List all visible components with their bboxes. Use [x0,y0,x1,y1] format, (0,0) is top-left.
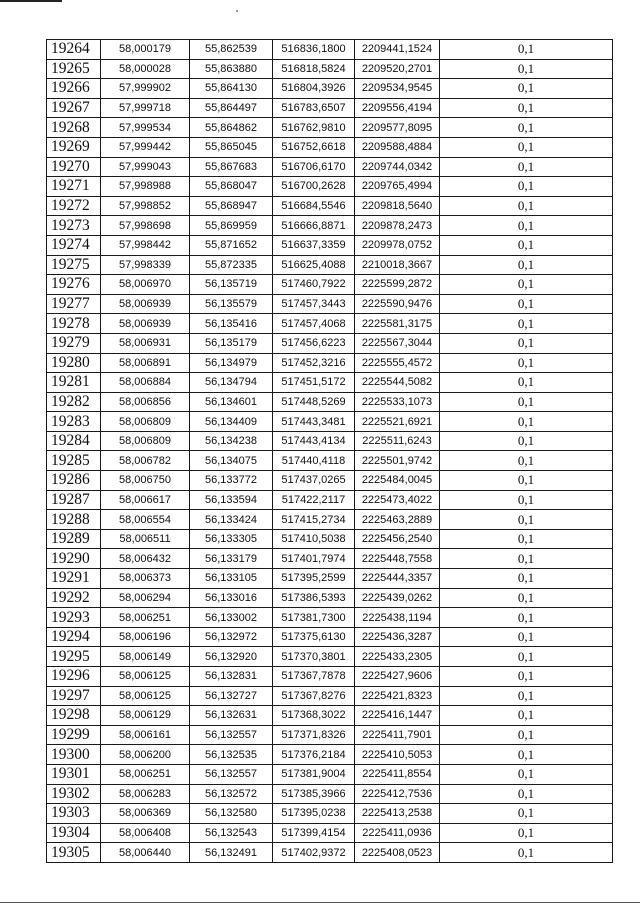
x-coordinate-cell: 517457,4068 [273,314,355,334]
y-coordinate-cell: 2225533,1073 [355,392,440,412]
accuracy-cell: 0,1 [440,373,613,393]
accuracy-cell: 0,1 [440,764,613,784]
latitude-cell: 58,006939 [101,314,190,334]
x-coordinate-cell: 517367,7878 [273,667,355,687]
x-coordinate-cell: 517440,4118 [273,451,355,471]
y-coordinate-cell: 2225438,1194 [355,608,440,628]
y-coordinate-cell: 2209441,1524 [355,40,440,60]
accuracy-cell: 0,1 [440,255,613,275]
table-row [47,608,613,628]
x-coordinate-cell: 517443,3481 [273,412,355,432]
x-coordinate-cell: 517402,9372 [273,843,355,863]
longitude-cell: 56,135579 [190,294,273,314]
x-coordinate-cell: 516637,3359 [273,235,355,255]
table-row [47,118,613,138]
point-number-cell: 19279 [47,333,101,353]
x-coordinate-cell: 516684,5546 [273,196,355,216]
table-row [47,353,613,373]
point-number-cell: 19300 [47,745,101,765]
y-coordinate-cell: 2225567,3044 [355,333,440,353]
longitude-cell: 56,133424 [190,510,273,530]
latitude-cell: 57,999043 [101,157,190,177]
x-coordinate-cell: 517367,8276 [273,686,355,706]
point-number-cell: 19295 [47,647,101,667]
latitude-cell: 58,006125 [101,686,190,706]
longitude-cell: 56,132580 [190,804,273,824]
accuracy-cell: 0,1 [440,118,613,138]
accuracy-cell: 0,1 [440,823,613,843]
latitude-cell: 58,006196 [101,627,190,647]
table-row [47,314,613,334]
latitude-cell: 58,006294 [101,588,190,608]
point-number-cell: 19286 [47,471,101,491]
longitude-cell: 56,132920 [190,647,273,667]
latitude-cell: 57,998852 [101,196,190,216]
point-number-cell: 19302 [47,784,101,804]
latitude-cell: 58,006440 [101,843,190,863]
latitude-cell: 57,999902 [101,79,190,99]
y-coordinate-cell: 2225511,6243 [355,431,440,451]
accuracy-cell: 0,1 [440,647,613,667]
y-coordinate-cell: 2209765,4994 [355,177,440,197]
table-row [47,431,613,451]
x-coordinate-cell: 516706,6170 [273,157,355,177]
longitude-cell: 56,133594 [190,490,273,510]
table-row [47,235,613,255]
y-coordinate-cell: 2209878,2473 [355,216,440,236]
longitude-cell: 55,864497 [190,98,273,118]
bottom-edge-rule [0,902,640,903]
latitude-cell: 58,006161 [101,725,190,745]
latitude-cell: 58,006369 [101,804,190,824]
table-row [47,686,613,706]
longitude-cell: 56,132572 [190,784,273,804]
longitude-cell: 55,863880 [190,59,273,79]
latitude-cell: 57,999718 [101,98,190,118]
y-coordinate-cell: 2225411,8554 [355,764,440,784]
accuracy-cell: 0,1 [440,451,613,471]
longitude-cell: 55,864862 [190,118,273,138]
y-coordinate-cell: 2209556,4194 [355,98,440,118]
table-row [47,706,613,726]
y-coordinate-cell: 2225433,2305 [355,647,440,667]
coordinates-table-body [47,40,613,863]
accuracy-cell: 0,1 [440,137,613,157]
latitude-cell: 58,006939 [101,294,190,314]
x-coordinate-cell: 517371,8326 [273,725,355,745]
latitude-cell: 58,006200 [101,745,190,765]
point-number-cell: 19270 [47,157,101,177]
accuracy-cell: 0,1 [440,706,613,726]
y-coordinate-cell: 2225411,0936 [355,823,440,843]
accuracy-cell: 0,1 [440,843,613,863]
latitude-cell: 58,006970 [101,275,190,295]
accuracy-cell: 0,1 [440,490,613,510]
table-row [47,255,613,275]
accuracy-cell: 0,1 [440,431,613,451]
y-coordinate-cell: 2209818,5640 [355,196,440,216]
latitude-cell: 58,006750 [101,471,190,491]
latitude-cell: 58,006251 [101,608,190,628]
y-coordinate-cell: 2225544,5082 [355,373,440,393]
point-number-cell: 19296 [47,667,101,687]
table-row [47,490,613,510]
accuracy-cell: 0,1 [440,216,613,236]
table-row [47,784,613,804]
point-number-cell: 19294 [47,627,101,647]
longitude-cell: 55,862539 [190,40,273,60]
longitude-cell: 56,132972 [190,627,273,647]
longitude-cell: 56,132631 [190,706,273,726]
x-coordinate-cell: 516762,9810 [273,118,355,138]
point-number-cell: 19282 [47,392,101,412]
x-coordinate-cell: 516818,5824 [273,59,355,79]
y-coordinate-cell: 2225421,8323 [355,686,440,706]
top-edge-rule [0,0,62,2]
accuracy-cell: 0,1 [440,667,613,687]
y-coordinate-cell: 2225416,1447 [355,706,440,726]
latitude-cell: 58,006149 [101,647,190,667]
point-number-cell: 19289 [47,529,101,549]
x-coordinate-cell: 516783,6507 [273,98,355,118]
y-coordinate-cell: 2209744,0342 [355,157,440,177]
y-coordinate-cell: 2225411,7901 [355,725,440,745]
longitude-cell: 56,134409 [190,412,273,432]
x-coordinate-cell: 517415,2734 [273,510,355,530]
accuracy-cell: 0,1 [440,196,613,216]
latitude-cell: 58,006373 [101,569,190,589]
point-number-cell: 19278 [47,314,101,334]
table-row [47,196,613,216]
accuracy-cell: 0,1 [440,549,613,569]
point-number-cell: 19304 [47,823,101,843]
y-coordinate-cell: 2225581,3175 [355,314,440,334]
accuracy-cell: 0,1 [440,471,613,491]
x-coordinate-cell: 517460,7922 [273,275,355,295]
x-coordinate-cell: 517448,5269 [273,392,355,412]
table-row [47,764,613,784]
point-number-cell: 19293 [47,608,101,628]
table-row [47,745,613,765]
accuracy-cell: 0,1 [440,725,613,745]
x-coordinate-cell: 517386,5393 [273,588,355,608]
point-number-cell: 19272 [47,196,101,216]
accuracy-cell: 0,1 [440,784,613,804]
y-coordinate-cell: 2225408,0523 [355,843,440,863]
latitude-cell: 58,006554 [101,510,190,530]
scan-speck [236,10,238,12]
longitude-cell: 56,134601 [190,392,273,412]
table-row [47,510,613,530]
y-coordinate-cell: 2225436,3287 [355,627,440,647]
y-coordinate-cell: 2225448,7558 [355,549,440,569]
y-coordinate-cell: 2225410,5053 [355,745,440,765]
latitude-cell: 58,006891 [101,353,190,373]
longitude-cell: 55,872335 [190,255,273,275]
table-row [47,588,613,608]
x-coordinate-cell: 517395,0238 [273,804,355,824]
x-coordinate-cell: 517385,3966 [273,784,355,804]
longitude-cell: 56,134075 [190,451,273,471]
y-coordinate-cell: 2225521,6921 [355,412,440,432]
y-coordinate-cell: 2225412,7536 [355,784,440,804]
longitude-cell: 55,868047 [190,177,273,197]
x-coordinate-cell: 517370,3801 [273,647,355,667]
accuracy-cell: 0,1 [440,353,613,373]
x-coordinate-cell: 516804,3926 [273,79,355,99]
table-row [47,412,613,432]
point-number-cell: 19267 [47,98,101,118]
longitude-cell: 56,132727 [190,686,273,706]
y-coordinate-cell: 2225439,0262 [355,588,440,608]
table-row [47,79,613,99]
y-coordinate-cell: 2209577,8095 [355,118,440,138]
accuracy-cell: 0,1 [440,627,613,647]
y-coordinate-cell: 2225484,0045 [355,471,440,491]
x-coordinate-cell: 517443,4134 [273,431,355,451]
y-coordinate-cell: 2225501,9742 [355,451,440,471]
x-coordinate-cell: 517375,6130 [273,627,355,647]
latitude-cell: 58,006125 [101,667,190,687]
accuracy-cell: 0,1 [440,412,613,432]
x-coordinate-cell: 516625,4088 [273,255,355,275]
x-coordinate-cell: 516666,8871 [273,216,355,236]
y-coordinate-cell: 2225427,9606 [355,667,440,687]
x-coordinate-cell: 517401,7974 [273,549,355,569]
table-row [47,392,613,412]
table-row [47,647,613,667]
table-row [47,275,613,295]
y-coordinate-cell: 2210018,3667 [355,255,440,275]
table-row [47,823,613,843]
y-coordinate-cell: 2209978,0752 [355,235,440,255]
y-coordinate-cell: 2225599,2872 [355,275,440,295]
table-row [47,667,613,687]
table-row [47,529,613,549]
coordinates-table [46,39,613,863]
latitude-cell: 58,006432 [101,549,190,569]
accuracy-cell: 0,1 [440,529,613,549]
point-number-cell: 19271 [47,177,101,197]
point-number-cell: 19301 [47,764,101,784]
x-coordinate-cell: 517452,3216 [273,353,355,373]
y-coordinate-cell: 2209520,2701 [355,59,440,79]
latitude-cell: 58,006884 [101,373,190,393]
latitude-cell: 58,006511 [101,529,190,549]
latitude-cell: 58,006129 [101,706,190,726]
table-row [47,177,613,197]
y-coordinate-cell: 2209534,9545 [355,79,440,99]
x-coordinate-cell: 517376,2184 [273,745,355,765]
longitude-cell: 56,134979 [190,353,273,373]
table-row [47,627,613,647]
table-row [47,294,613,314]
accuracy-cell: 0,1 [440,177,613,197]
point-number-cell: 19281 [47,373,101,393]
table-row [47,333,613,353]
longitude-cell: 56,132831 [190,667,273,687]
table-row [47,59,613,79]
latitude-cell: 57,998698 [101,216,190,236]
longitude-cell: 56,134238 [190,431,273,451]
accuracy-cell: 0,1 [440,608,613,628]
point-number-cell: 19285 [47,451,101,471]
accuracy-cell: 0,1 [440,745,613,765]
point-number-cell: 19284 [47,431,101,451]
longitude-cell: 56,133016 [190,588,273,608]
point-number-cell: 19299 [47,725,101,745]
y-coordinate-cell: 2225590,9476 [355,294,440,314]
latitude-cell: 58,000179 [101,40,190,60]
y-coordinate-cell: 2225473,4022 [355,490,440,510]
latitude-cell: 57,999534 [101,118,190,138]
latitude-cell: 57,999442 [101,137,190,157]
table-row [47,804,613,824]
accuracy-cell: 0,1 [440,804,613,824]
longitude-cell: 55,864130 [190,79,273,99]
accuracy-cell: 0,1 [440,569,613,589]
table-row [47,569,613,589]
latitude-cell: 58,006809 [101,431,190,451]
table-row [47,843,613,863]
point-number-cell: 19297 [47,686,101,706]
x-coordinate-cell: 517410,5038 [273,529,355,549]
latitude-cell: 57,998339 [101,255,190,275]
accuracy-cell: 0,1 [440,79,613,99]
latitude-cell: 58,006283 [101,784,190,804]
table-row [47,157,613,177]
table-row [47,549,613,569]
point-number-cell: 19288 [47,510,101,530]
longitude-cell: 56,132557 [190,725,273,745]
table-row [47,725,613,745]
table-row [47,451,613,471]
y-coordinate-cell: 2209588,4884 [355,137,440,157]
latitude-cell: 58,006408 [101,823,190,843]
y-coordinate-cell: 2225413,2538 [355,804,440,824]
y-coordinate-cell: 2225463,2889 [355,510,440,530]
longitude-cell: 55,867683 [190,157,273,177]
longitude-cell: 56,133305 [190,529,273,549]
x-coordinate-cell: 517451,5172 [273,373,355,393]
point-number-cell: 19305 [47,843,101,863]
accuracy-cell: 0,1 [440,40,613,60]
longitude-cell: 56,133105 [190,569,273,589]
table-row [47,40,613,60]
point-number-cell: 19303 [47,804,101,824]
accuracy-cell: 0,1 [440,235,613,255]
latitude-cell: 58,006931 [101,333,190,353]
accuracy-cell: 0,1 [440,510,613,530]
longitude-cell: 55,868947 [190,196,273,216]
longitude-cell: 56,133002 [190,608,273,628]
longitude-cell: 56,134794 [190,373,273,393]
x-coordinate-cell: 516752,6618 [273,137,355,157]
table-row [47,216,613,236]
point-number-cell: 19265 [47,59,101,79]
x-coordinate-cell: 516836,1800 [273,40,355,60]
latitude-cell: 58,006809 [101,412,190,432]
accuracy-cell: 0,1 [440,275,613,295]
latitude-cell: 58,006617 [101,490,190,510]
table-row [47,137,613,157]
accuracy-cell: 0,1 [440,392,613,412]
y-coordinate-cell: 2225444,3357 [355,569,440,589]
table-row [47,471,613,491]
y-coordinate-cell: 2225555,4572 [355,353,440,373]
x-coordinate-cell: 517381,9004 [273,764,355,784]
point-number-cell: 19291 [47,569,101,589]
point-number-cell: 19292 [47,588,101,608]
point-number-cell: 19276 [47,275,101,295]
latitude-cell: 58,000028 [101,59,190,79]
accuracy-cell: 0,1 [440,314,613,334]
longitude-cell: 56,135416 [190,314,273,334]
x-coordinate-cell: 517381,7300 [273,608,355,628]
accuracy-cell: 0,1 [440,98,613,118]
x-coordinate-cell: 517422,2117 [273,490,355,510]
latitude-cell: 57,998442 [101,235,190,255]
x-coordinate-cell: 516700,2628 [273,177,355,197]
point-number-cell: 19274 [47,235,101,255]
longitude-cell: 56,135719 [190,275,273,295]
accuracy-cell: 0,1 [440,294,613,314]
longitude-cell: 55,865045 [190,137,273,157]
point-number-cell: 19268 [47,118,101,138]
x-coordinate-cell: 517437,0265 [273,471,355,491]
point-number-cell: 19298 [47,706,101,726]
point-number-cell: 19280 [47,353,101,373]
accuracy-cell: 0,1 [440,157,613,177]
latitude-cell: 58,006782 [101,451,190,471]
x-coordinate-cell: 517456,6223 [273,333,355,353]
point-number-cell: 19273 [47,216,101,236]
x-coordinate-cell: 517457,3443 [273,294,355,314]
point-number-cell: 19277 [47,294,101,314]
table-row [47,373,613,393]
point-number-cell: 19264 [47,40,101,60]
accuracy-cell: 0,1 [440,686,613,706]
longitude-cell: 56,133772 [190,471,273,491]
point-number-cell: 19283 [47,412,101,432]
accuracy-cell: 0,1 [440,59,613,79]
longitude-cell: 55,869959 [190,216,273,236]
longitude-cell: 56,135179 [190,333,273,353]
longitude-cell: 56,132543 [190,823,273,843]
point-number-cell: 19290 [47,549,101,569]
point-number-cell: 19275 [47,255,101,275]
latitude-cell: 58,006856 [101,392,190,412]
point-number-cell: 19269 [47,137,101,157]
x-coordinate-cell: 517368,3022 [273,706,355,726]
longitude-cell: 56,132557 [190,764,273,784]
longitude-cell: 56,132491 [190,843,273,863]
longitude-cell: 56,133179 [190,549,273,569]
longitude-cell: 55,871652 [190,235,273,255]
point-number-cell: 19266 [47,79,101,99]
x-coordinate-cell: 517395,2599 [273,569,355,589]
latitude-cell: 58,006251 [101,764,190,784]
table-row [47,98,613,118]
accuracy-cell: 0,1 [440,333,613,353]
point-number-cell: 19287 [47,490,101,510]
y-coordinate-cell: 2225456,2540 [355,529,440,549]
latitude-cell: 57,998988 [101,177,190,197]
x-coordinate-cell: 517399,4154 [273,823,355,843]
accuracy-cell: 0,1 [440,588,613,608]
longitude-cell: 56,132535 [190,745,273,765]
